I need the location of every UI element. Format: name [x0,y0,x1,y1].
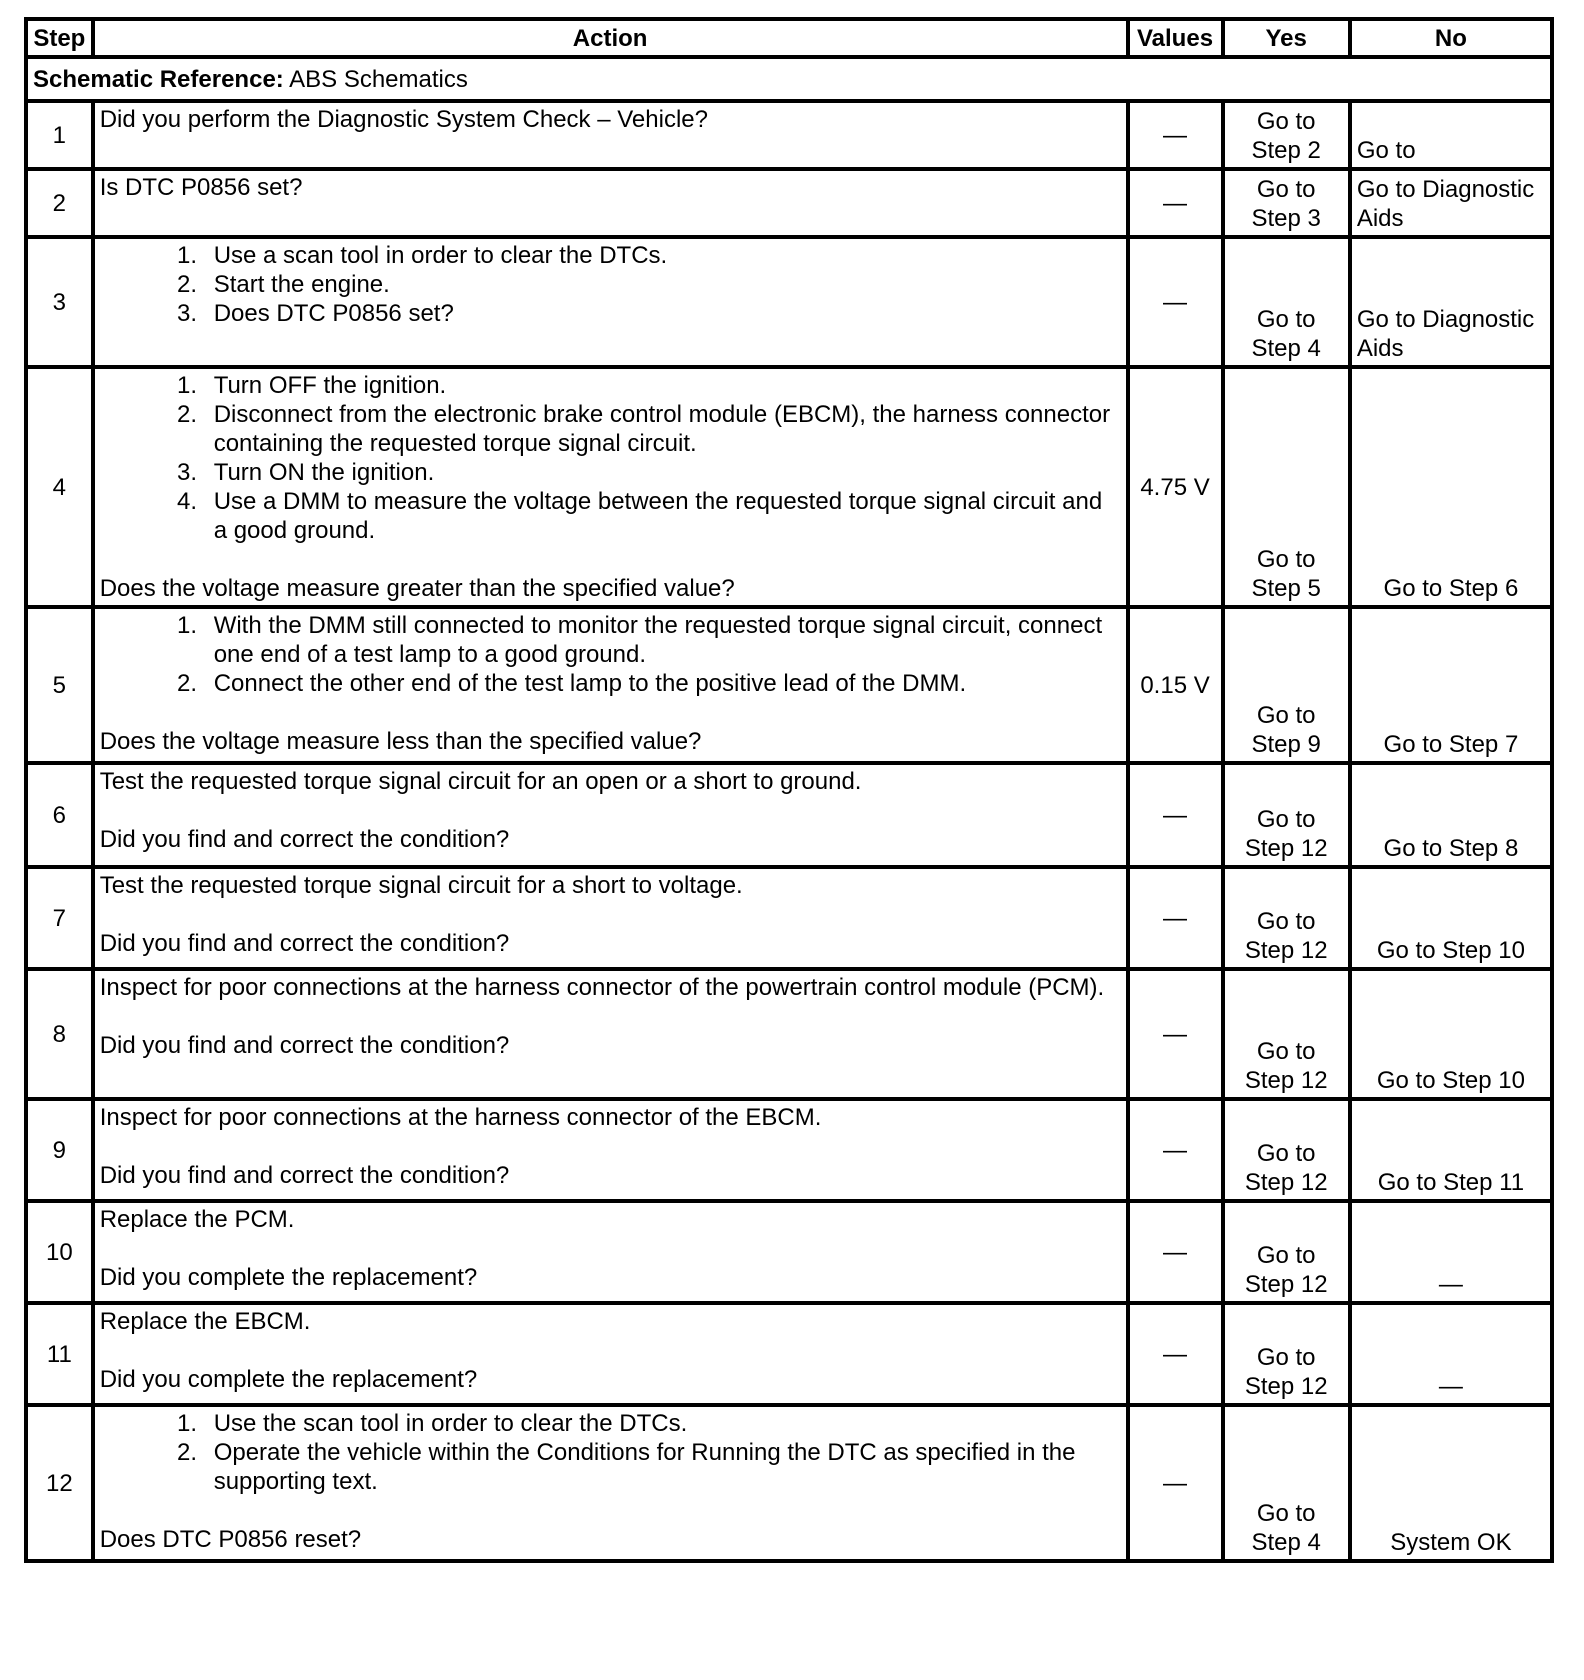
action-steps-list [100,1409,1121,1496]
action-cell [93,1405,1128,1561]
no-link-line[interactable]: System OK [1390,1529,1512,1556]
action-cell [93,969,1128,1099]
yes-link-line[interactable]: Step 12 [1244,835,1328,862]
schematic-reference-label: Schematic Reference: [33,65,284,93]
step-number: 9 [26,1099,93,1201]
value-cell: — [1128,1303,1223,1405]
action-cell [93,237,1128,367]
yes-cell [1223,1405,1350,1561]
yes-link-line[interactable]: Go to [1256,546,1316,573]
no-cell [1350,169,1552,237]
step-number: 6 [26,763,93,867]
yes-cell [1223,1099,1350,1201]
action-cell [93,763,1128,867]
yes-cell [1223,867,1350,969]
yes-link-line[interactable]: Go to [1256,908,1316,935]
action-text: Is DTC P0856 set? [99,174,303,201]
action-text: Inspect for poor connections at the harness connector of the powertrain control module (PCM). [99,974,1105,1001]
no-cell [1350,237,1552,367]
no-cell [1350,101,1552,169]
no-link-line[interactable]: Aids [1356,205,1404,232]
yes-link-line[interactable]: Go to [1256,1038,1316,1065]
action-question: Does the voltage measure less than the specified value? [99,728,702,755]
table-row [26,1201,1552,1303]
no-cell [1350,607,1552,763]
action-cell [93,367,1128,607]
spacer [100,1496,1121,1525]
spacer [100,545,1121,574]
action-text: Test the requested torque signal circuit for an open or a short to ground. [99,768,862,795]
header-no: No [1350,19,1552,57]
table-row [26,367,1552,607]
no-cell [1350,1099,1552,1201]
action-text: Replace the EBCM. [99,1308,311,1335]
no-link-line[interactable]: Go to Diagnostic [1356,306,1535,333]
yes-link-line[interactable]: Step 12 [1244,1373,1328,1400]
yes-cell [1223,763,1350,867]
action-cell [93,1099,1128,1201]
step-number: 7 [26,867,93,969]
table-row [26,169,1552,237]
step-number: 3 [26,237,93,367]
action-step-item: 3. Turn ON the ignition. [204,458,1121,487]
yes-link-line[interactable]: Step 4 [1251,1529,1321,1556]
yes-link-line[interactable]: Go to [1256,1242,1316,1269]
action-question: Does the voltage measure greater than the specified value? [99,575,735,602]
yes-link-line[interactable]: Step 12 [1244,1271,1328,1298]
header-step: Step [26,19,93,57]
yes-link-line[interactable]: Go to [1256,702,1316,729]
no-link-line[interactable]: Go to Step 10 [1376,937,1525,964]
action-step-item: 1. Turn OFF the ignition. [204,371,1121,400]
action-cell [93,867,1128,969]
table-body [26,57,1552,1561]
spacer [100,1002,1121,1031]
no-link-line[interactable]: Go to Diagnostic [1356,176,1535,203]
spacer [100,698,1121,727]
step-number: 12 [26,1405,93,1561]
yes-link-line[interactable]: Step 2 [1251,137,1321,164]
no-value: — [1438,1373,1463,1400]
table-row [26,1099,1552,1201]
yes-link-line[interactable]: Go to [1256,1500,1316,1527]
action-question: Did you find and correct the condition? [99,930,510,957]
no-cell [1350,867,1552,969]
yes-link-line[interactable]: Step 5 [1251,575,1321,602]
table-row [26,969,1552,1099]
table-header [26,19,1552,57]
header-values: Values [1128,19,1223,57]
value-cell: — [1128,1201,1223,1303]
value-cell: — [1128,237,1223,367]
diagnostic-table [24,17,1554,1563]
spacer [100,1132,1121,1161]
action-question: Did you find and correct the condition? [99,826,510,853]
action-step-item: 4. Use a DMM to measure the voltage between the requested torque signal circuit and a good ground. [204,487,1121,545]
action-cell [93,169,1128,237]
action-step-item: 1. Use the scan tool in order to clear the DTCs. [204,1409,1121,1438]
header-action: Action [93,19,1128,57]
yes-link-line[interactable]: Go to [1256,176,1316,203]
no-link-line[interactable]: Go to [1356,137,1416,164]
yes-link-line[interactable]: Go to [1256,1140,1316,1167]
yes-cell [1223,607,1350,763]
action-step-item: 2. Start the engine. [204,270,1121,299]
yes-link-line[interactable]: Step 12 [1244,1169,1328,1196]
value-cell: — [1128,763,1223,867]
yes-link-line[interactable]: Go to [1256,806,1316,833]
action-cell [93,607,1128,763]
action-cell [93,101,1128,169]
step-number: 5 [26,607,93,763]
table-row [26,237,1552,367]
value-cell: — [1128,169,1223,237]
action-step-item: 1. Use a scan tool in order to clear the DTCs. [204,241,1121,270]
action-question: Did you find and correct the condition? [99,1032,510,1059]
action-step-item: 3. Does DTC P0856 set? [204,299,1121,328]
action-cell [93,1201,1128,1303]
header-row [26,19,1552,57]
schematic-reference-row [26,57,1552,101]
value-cell: — [1128,101,1223,169]
action-step-item: 2. Connect the other end of the test lamp to the positive lead of the DMM. [204,669,1121,698]
yes-link-line[interactable]: Step 4 [1251,335,1321,362]
table-row [26,1303,1552,1405]
no-link-line[interactable]: Go to Step 10 [1376,1067,1525,1094]
no-cell [1350,1303,1552,1405]
yes-link-line[interactable]: Step 12 [1244,937,1328,964]
action-text: Replace the PCM. [99,1206,295,1233]
spacer [100,796,1121,825]
table-row [26,607,1552,763]
value-cell: 0.15 V [1128,607,1223,763]
yes-cell [1223,169,1350,237]
yes-link-line[interactable]: Step 9 [1251,731,1321,758]
yes-cell [1223,237,1350,367]
table-row [26,867,1552,969]
action-step-item: 1. With the DMM still connected to monitor the requested torque signal circuit, connect one end of a test lamp to a good ground. [204,611,1121,669]
no-cell [1350,1405,1552,1561]
value-cell: — [1128,1099,1223,1201]
step-number: 11 [26,1303,93,1405]
no-cell [1350,367,1552,607]
step-number: 8 [26,969,93,1099]
action-text: Test the requested torque signal circuit for a short to voltage. [99,872,743,899]
step-number: 4 [26,367,93,607]
yes-link-line[interactable]: Go to [1256,306,1316,333]
yes-cell [1223,969,1350,1099]
action-steps-list [100,611,1121,698]
step-number: 2 [26,169,93,237]
yes-link-line[interactable]: Go to [1256,1344,1316,1371]
action-cell [93,1303,1128,1405]
value-cell: 4.75 V [1128,367,1223,607]
table-row [26,101,1552,169]
action-text: Inspect for poor connections at the harness connector of the EBCM. [99,1104,822,1131]
schematic-reference [26,57,1552,101]
action-question: Does DTC P0856 reset? [99,1526,362,1553]
yes-link-line[interactable]: Step 12 [1244,1067,1328,1094]
action-question: Did you find and correct the condition? [99,1162,510,1189]
table-row [26,763,1552,867]
header-yes: Yes [1223,19,1350,57]
action-step-item: 2. Operate the vehicle within the Conditions for Running the DTC as specified in the supporting text. [204,1438,1121,1496]
no-link-line[interactable]: Aids [1356,335,1404,362]
no-link-line[interactable]: Go to Step 7 [1383,731,1519,758]
no-cell [1350,1201,1552,1303]
table-row [26,1405,1552,1561]
no-link-line[interactable]: Go to Step 11 [1377,1169,1525,1196]
action-step-item: 2. Disconnect from the electronic brake control module (EBCM), the harness connector containing the requested torque signal circuit. [204,400,1121,458]
action-question: Did you complete the replacement? [99,1264,478,1291]
action-question: Did you complete the replacement? [99,1366,478,1393]
yes-link-line[interactable]: Step 3 [1251,205,1321,232]
yes-cell [1223,367,1350,607]
value-cell: — [1128,1405,1223,1561]
yes-cell [1223,101,1350,169]
value-cell: — [1128,969,1223,1099]
no-value: — [1438,1271,1463,1298]
no-link-line[interactable]: Go to Step 8 [1383,835,1519,862]
yes-link-line[interactable]: Go to [1256,108,1316,135]
action-steps-list [100,371,1121,545]
schematic-reference-link[interactable]: ABS Schematics [289,65,468,93]
step-number: 1 [26,101,93,169]
yes-cell [1223,1201,1350,1303]
spacer [100,1234,1121,1263]
value-cell: — [1128,867,1223,969]
no-cell [1350,763,1552,867]
step-number: 10 [26,1201,93,1303]
no-cell [1350,969,1552,1099]
action-text: Did you perform the Diagnostic System Check – Vehicle? [99,106,708,133]
spacer [100,1336,1121,1365]
action-steps-list [100,241,1121,328]
no-link-line[interactable]: Go to Step 6 [1383,575,1519,602]
spacer [100,900,1121,929]
yes-cell [1223,1303,1350,1405]
